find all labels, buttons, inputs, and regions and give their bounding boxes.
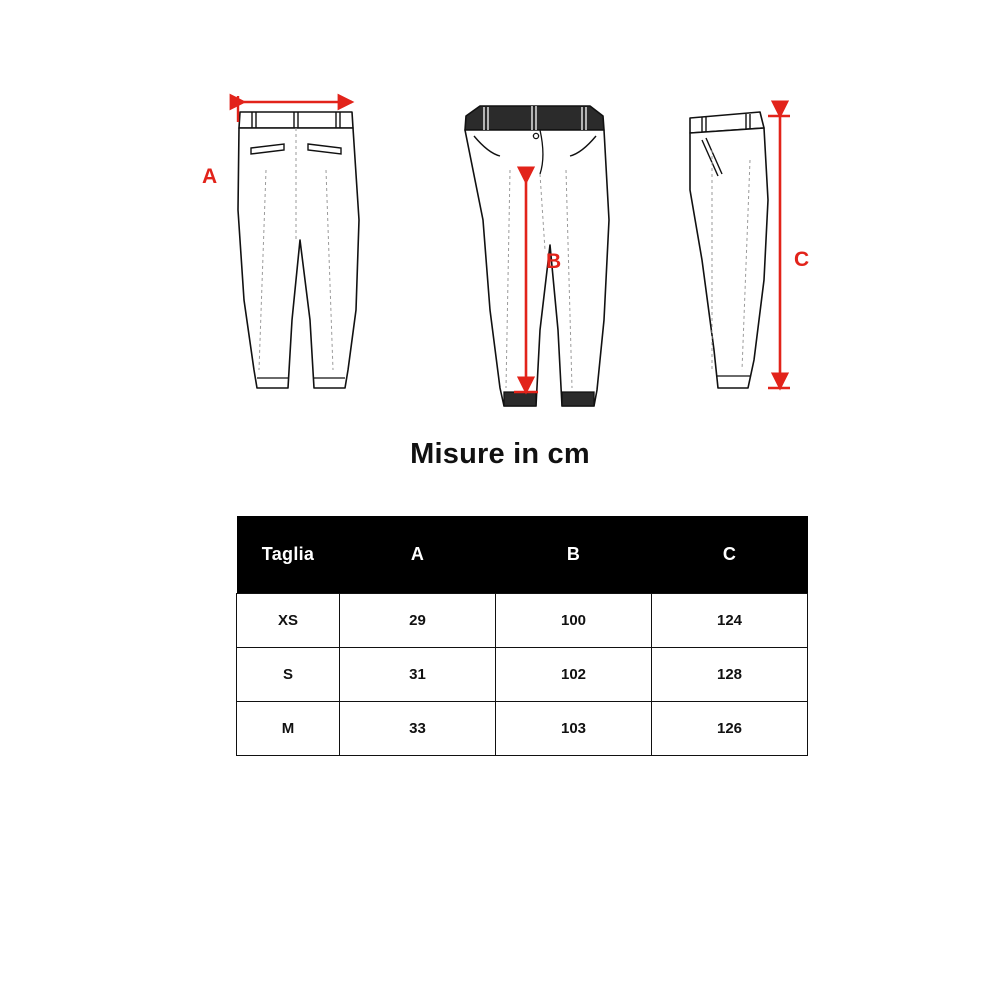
dimension-arrow-c xyxy=(672,70,852,400)
dimension-arrow-b xyxy=(440,70,630,410)
trousers-side-illustration xyxy=(672,70,852,400)
cell-a: 31 xyxy=(340,648,496,702)
cell-a: 33 xyxy=(340,702,496,756)
cell-c: 124 xyxy=(652,594,808,648)
dimension-arrow-a xyxy=(196,84,396,144)
cell-size: S xyxy=(237,648,340,702)
table-row xyxy=(237,594,808,648)
cell-size: XS xyxy=(237,594,340,648)
cell-c: 126 xyxy=(652,702,808,756)
measure-label-b: B xyxy=(546,250,562,273)
table-header-row xyxy=(237,516,808,594)
cell-b: 103 xyxy=(496,702,652,756)
table-row xyxy=(237,648,808,702)
measure-label-c: C xyxy=(794,248,810,271)
size-table xyxy=(236,516,808,756)
cell-b: 102 xyxy=(496,648,652,702)
measure-label-a: A xyxy=(202,165,218,188)
trousers-back-illustration xyxy=(196,70,396,400)
header-c: C xyxy=(652,516,808,594)
cell-size: M xyxy=(237,702,340,756)
header-a: A xyxy=(340,516,496,594)
cell-a: 29 xyxy=(340,594,496,648)
size-table-wrapper xyxy=(236,516,799,756)
header-b: B xyxy=(496,516,652,594)
illustrations-row xyxy=(0,70,1000,410)
size-table-head xyxy=(237,516,808,594)
caption-misure: Misure in cm xyxy=(410,438,590,470)
header-taglia: Taglia xyxy=(237,516,340,594)
size-table-body xyxy=(237,594,808,756)
trousers-front-illustration xyxy=(440,70,630,410)
cell-b: 100 xyxy=(496,594,652,648)
cell-c: 128 xyxy=(652,648,808,702)
table-row xyxy=(237,702,808,756)
